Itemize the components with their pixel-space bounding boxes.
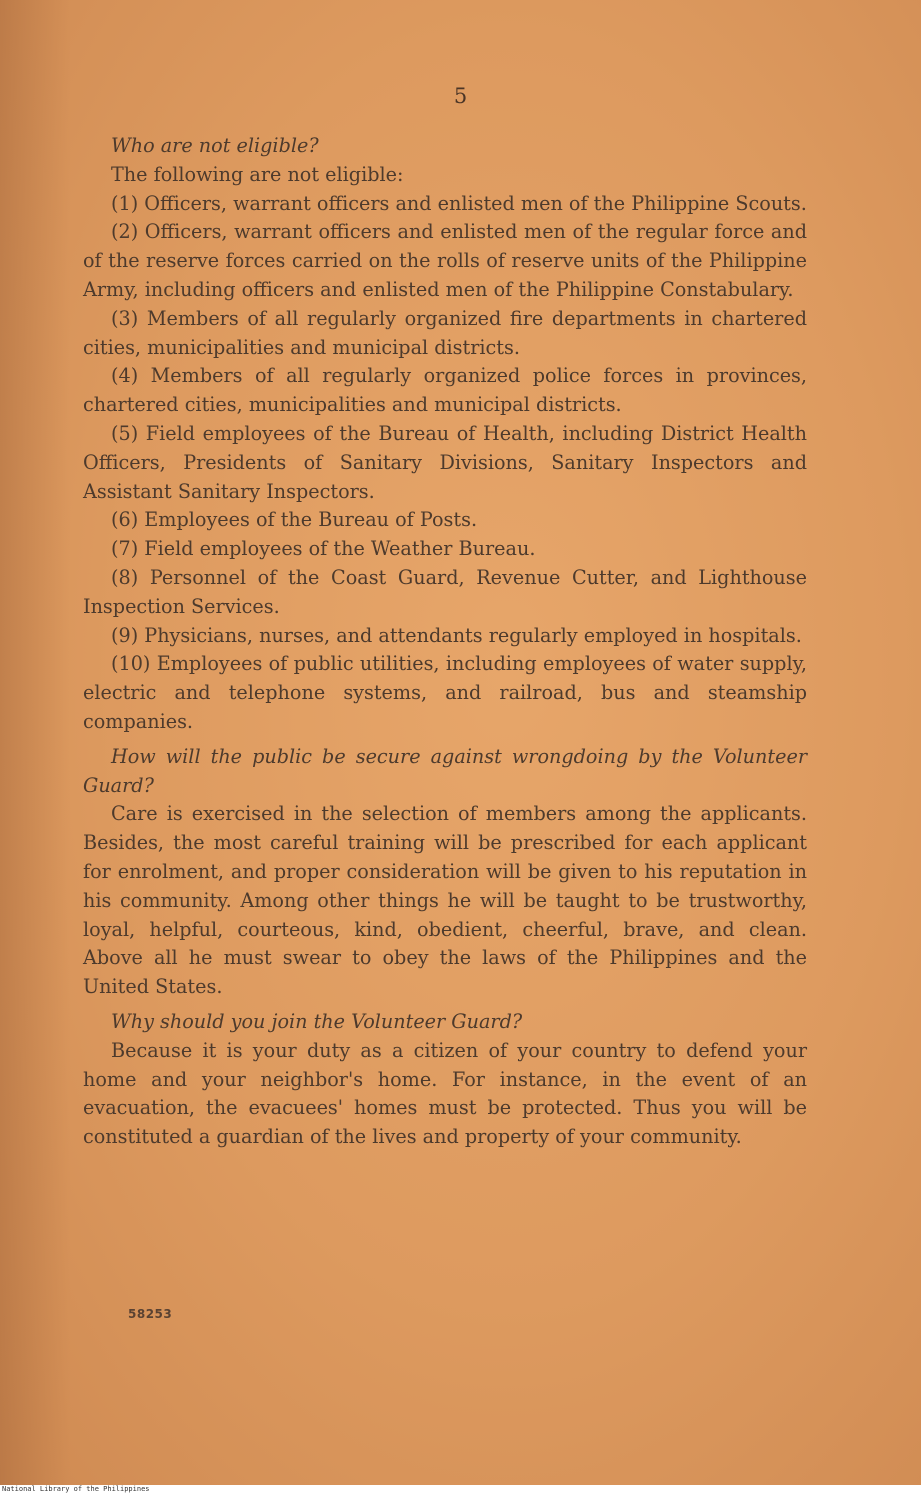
list-item: (6) Employees of the Bureau of Posts. <box>111 508 478 532</box>
question-heading: How will the public be secure against wrongdoing by the Volunteer Guard? <box>83 744 807 797</box>
question-heading: Why should you join the Volunteer Guard? <box>111 1009 523 1033</box>
list-item: (9) Physicians, nurses, and attendants regularly employed in hospitals. <box>111 623 802 647</box>
list-item: (1) Officers, warrant officers and enlisted men of the Philippine Scouts. <box>111 191 807 215</box>
list-item: (3) Members of all regularly organized fire departments in chartered cities, municipalities and municipal districts. <box>83 306 807 359</box>
print-code: 58253 <box>128 1307 173 1321</box>
question-heading: Who are not eligible? <box>111 134 319 157</box>
list-item: (4) Members of all regularly organized police forces in provinces, chartered cities, municipalities and municipal districts. <box>83 364 807 417</box>
paragraph: Because it is your duty as a citizen of your country to defend your home and your neighbor's home. For instance, in the event of an evacuation, the evacuees' homes must be protected. Thus you will be constituted a guardian of the lives and property of your community. <box>83 1038 807 1149</box>
footer-credit: National Library of the Philippines <box>2 1485 150 1493</box>
list-item: (5) Field employees of the Bureau of Health, including District Health Officers, Presidents of Sanitary Divisions, Sanitary Inspectors and Assistant Sanitary Inspectors. <box>83 421 807 503</box>
list-item: (8) Personnel of the Coast Guard, Revenue Cutter, and Lighthouse Inspection Services. <box>83 565 807 618</box>
page-number: 5 <box>453 84 468 108</box>
list-item: (2) Officers, warrant officers and enlisted men of the regular force and of the reserve forces carried on the rolls of reserve units of the Philippine Army, including officers and enlisted men of the Philippine Constabulary. <box>83 220 807 301</box>
list-item: (7) Field employees of the Weather Bureau. <box>111 537 536 561</box>
body-text <box>83 132 807 1152</box>
paragraph: The following are not eligible: <box>111 162 404 186</box>
list-item: (10) Employees of public utilities, including employees of water supply, electric and telephone systems, and railroad, bus and steamship companies. <box>83 652 807 733</box>
paragraph: Care is exercised in the selection of members among the applicants. Besides, the most careful training will be prescribed for each applicant for enrolment, and proper consideration will be given to his reputation in his community. Among other things he will be taught to be trustworthy, loyal, helpful, courteous, kind, obedient, cheerful, brave, and clean. Above all he must swear to obey the laws of the Philippines and the United States. <box>83 802 807 999</box>
